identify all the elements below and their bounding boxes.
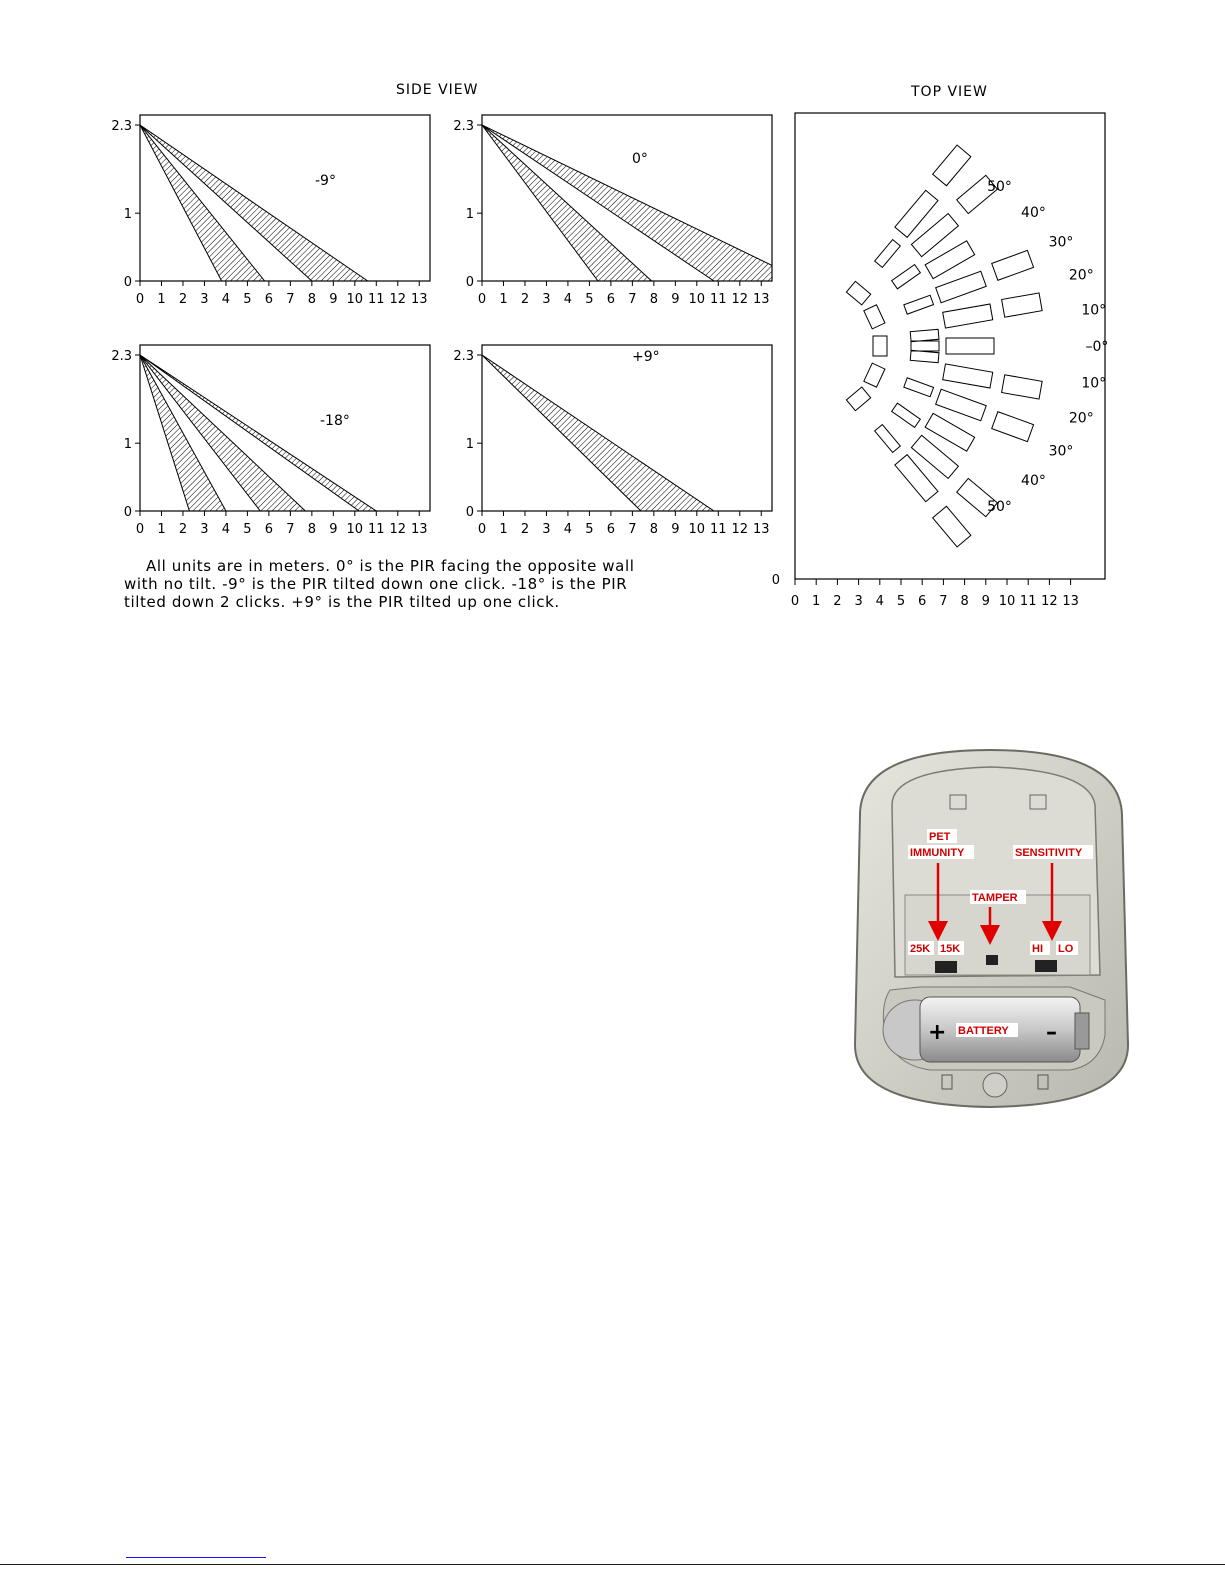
x-tick-label: 5 — [585, 522, 594, 537]
zone-rect — [892, 265, 921, 289]
zone-rect — [936, 389, 987, 420]
x-tick-label: 12 — [1041, 594, 1058, 609]
zone-rect — [946, 338, 994, 354]
side-view-diagrams — [95, 105, 785, 550]
x-tick-label: 11 — [368, 522, 385, 537]
top-view-title: TOP VIEW — [911, 84, 988, 100]
angle-label: -9° — [315, 173, 336, 189]
x-tick-label: 5 — [243, 292, 252, 307]
zone-rect — [875, 425, 901, 453]
x-tick-label: 10 — [688, 522, 706, 537]
x-tick-label: 13 — [410, 292, 428, 307]
angle-label: 10° — [1081, 302, 1107, 319]
x-tick-label: 10 — [346, 292, 364, 307]
x-tick-label: 1 — [812, 594, 821, 609]
x-tick-label: 13 — [410, 522, 428, 537]
sensitivity-switch — [1035, 960, 1057, 972]
x-tick-label: 11 — [710, 522, 727, 537]
zone-rect — [846, 387, 870, 411]
x-tick-label: 8 — [649, 522, 658, 537]
screw-hole — [983, 1073, 1007, 1097]
lo-label: LO — [1058, 943, 1074, 955]
x-tick-label: 4 — [875, 594, 884, 609]
beam — [482, 355, 714, 511]
x-tick-label: 5 — [243, 522, 252, 537]
top-view-frame — [795, 113, 1105, 579]
x-tick-label: 4 — [563, 292, 573, 307]
zone-rect — [911, 341, 939, 351]
y-tick-label: 2.3 — [111, 119, 132, 134]
x-tick-label: 2 — [833, 594, 842, 609]
x-tick-label: 4 — [221, 522, 231, 537]
x-tick-label: 3 — [542, 522, 551, 537]
x-tick-label: 3 — [200, 292, 209, 307]
y-tick-label: 2.3 — [453, 119, 474, 134]
x-tick-label: 1 — [499, 522, 508, 537]
y-tick-label: 0 — [465, 275, 474, 290]
zone-rect — [873, 336, 887, 356]
zone-rect — [904, 378, 934, 397]
angle-label: 40° — [1021, 473, 1046, 490]
y-tick-label: 1 — [123, 207, 132, 223]
side-panel — [111, 115, 430, 307]
zone-rect — [925, 241, 975, 279]
x-tick-label: 3 — [200, 522, 209, 537]
pet-label: PET — [929, 831, 951, 843]
footnote-link-underline[interactable] — [126, 1557, 266, 1558]
battery-plus: + — [928, 1020, 947, 1045]
x-tick-label: 5 — [896, 594, 906, 609]
x-tick-label: 2 — [178, 292, 188, 307]
angle-label: 20° — [1068, 267, 1094, 284]
footer-rule — [0, 1564, 1225, 1565]
zone-rect — [892, 403, 921, 427]
x-tick-label: 6 — [606, 292, 616, 307]
y-tick-label: 0 — [465, 505, 474, 520]
zone-rect — [904, 295, 934, 314]
25k-label: 25K — [910, 943, 931, 955]
x-tick-label: 0 — [477, 522, 487, 537]
caption-line-2: with no tilt. -9° is the PIR tilted down one click. -18° is the PIR — [124, 575, 628, 593]
hi-label: HI — [1032, 943, 1043, 955]
pet-immunity-switch — [935, 961, 957, 973]
x-tick-label: 9 — [671, 292, 680, 307]
x-tick-label: 0 — [135, 292, 145, 307]
tamper-switch — [986, 955, 998, 965]
angle-label: 40° — [1021, 204, 1046, 221]
x-tick-label: 6 — [918, 594, 927, 609]
zone-rect — [992, 250, 1034, 280]
x-tick-label: 12 — [389, 292, 407, 307]
x-tick-label: 0 — [135, 522, 145, 537]
x-tick-label: 6 — [264, 292, 274, 307]
x-tick-label: 7 — [939, 594, 948, 609]
x-tick-label: 7 — [286, 292, 295, 307]
angle-label: 50° — [987, 179, 1012, 196]
x-tick-label: 13 — [1062, 594, 1079, 609]
angle-label: 30° — [1048, 234, 1074, 251]
x-tick-label: 8 — [307, 292, 316, 307]
x-tick-label: 2 — [178, 522, 188, 537]
zone-rect — [895, 455, 938, 502]
zone-rect — [846, 281, 870, 305]
y-zero-label: 0 — [771, 573, 780, 588]
battery-minus: – — [1046, 1020, 1057, 1045]
zone-rect — [933, 145, 971, 186]
side-view-title: SIDE VIEW — [396, 82, 479, 98]
zone-rect — [943, 304, 993, 328]
x-tick-label: 8 — [960, 594, 969, 609]
x-tick-label: 4 — [563, 522, 573, 537]
side-panel — [453, 345, 772, 537]
device-illustration — [850, 745, 1135, 1115]
zone-rect — [910, 350, 939, 362]
x-tick-label: 6 — [264, 522, 274, 537]
zone-rect — [992, 412, 1034, 442]
angle-label: 30° — [1048, 443, 1074, 460]
x-tick-label: 11 — [1019, 594, 1037, 609]
zone-rect — [1002, 293, 1043, 317]
x-tick-label: 3 — [854, 594, 863, 609]
x-tick-label: 9 — [329, 292, 338, 307]
beam — [140, 125, 368, 281]
tamper-label: TAMPER — [972, 892, 1018, 904]
15k-label: 15K — [940, 943, 961, 955]
y-tick-label: 1 — [465, 207, 474, 223]
x-tick-label: 2 — [520, 522, 530, 537]
angle-label: 10° — [1081, 375, 1107, 392]
x-tick-label: 12 — [731, 522, 749, 537]
caption-line-1: All units are in meters. 0° is the PIR facing the opposite wall — [146, 557, 635, 575]
angle-label: -18° — [320, 413, 350, 429]
zone-rect — [925, 413, 975, 451]
angle-label: 20° — [1068, 410, 1094, 427]
x-tick-label: 13 — [752, 522, 770, 537]
x-tick-label: 1 — [499, 292, 508, 307]
y-tick-label: 1 — [465, 437, 474, 453]
y-tick-label: 1 — [123, 437, 132, 453]
x-tick-label: 7 — [628, 522, 637, 537]
sensitivity-label: SENSITIVITY — [1015, 847, 1083, 859]
x-tick-label: 1 — [157, 522, 166, 537]
x-tick-label: 12 — [731, 292, 749, 307]
x-tick-label: 5 — [585, 292, 594, 307]
x-tick-label: 12 — [389, 522, 407, 537]
x-tick-label: 11 — [710, 292, 727, 307]
zone-rect — [1002, 375, 1043, 399]
zone-rect — [936, 271, 987, 302]
x-tick-label: 13 — [752, 292, 770, 307]
caption-line-3: tilted down 2 clicks. +9° is the PIR tilted up one click. — [124, 593, 560, 611]
y-tick-label: 2.3 — [111, 349, 132, 364]
immunity-label: IMMUNITY — [910, 847, 965, 859]
zone-rect — [864, 305, 885, 329]
y-tick-label: 0 — [123, 505, 132, 520]
top-view-diagram — [760, 105, 1120, 615]
zone-rect — [875, 240, 901, 268]
x-tick-label: 9 — [671, 522, 680, 537]
x-tick-label: 0 — [477, 292, 487, 307]
beam — [482, 125, 772, 281]
zone-rect — [895, 190, 938, 237]
battery-terminal — [1075, 1013, 1089, 1049]
x-tick-label: 10 — [998, 594, 1016, 609]
side-panel — [453, 115, 772, 307]
zone-rect — [933, 506, 971, 547]
x-tick-label: 0 — [790, 594, 800, 609]
zone-rect — [910, 329, 939, 341]
angle-label: 50° — [987, 498, 1012, 515]
zone-rect — [864, 363, 885, 387]
x-tick-label: 9 — [329, 522, 338, 537]
angle-label: 0° — [632, 151, 648, 167]
zone-rect — [943, 364, 993, 388]
x-tick-label: 2 — [520, 292, 530, 307]
x-tick-label: 7 — [286, 522, 295, 537]
x-tick-label: 8 — [649, 292, 658, 307]
x-tick-label: 4 — [221, 292, 231, 307]
x-tick-label: 1 — [157, 292, 166, 307]
battery-label: BATTERY — [958, 1025, 1009, 1037]
y-tick-label: 2.3 — [453, 349, 474, 364]
y-tick-label: 0 — [123, 275, 132, 290]
x-tick-label: 10 — [688, 292, 706, 307]
x-tick-label: 7 — [628, 292, 637, 307]
angle-label: +9° — [632, 349, 660, 365]
side-panel — [111, 345, 430, 537]
x-tick-label: 3 — [542, 292, 551, 307]
x-tick-label: 6 — [606, 522, 616, 537]
x-tick-label: 11 — [368, 292, 385, 307]
angle-label: –0° — [1085, 339, 1109, 355]
x-tick-label: 9 — [981, 594, 990, 609]
x-tick-label: 8 — [307, 522, 316, 537]
caption — [124, 557, 764, 611]
x-tick-label: 10 — [346, 522, 364, 537]
